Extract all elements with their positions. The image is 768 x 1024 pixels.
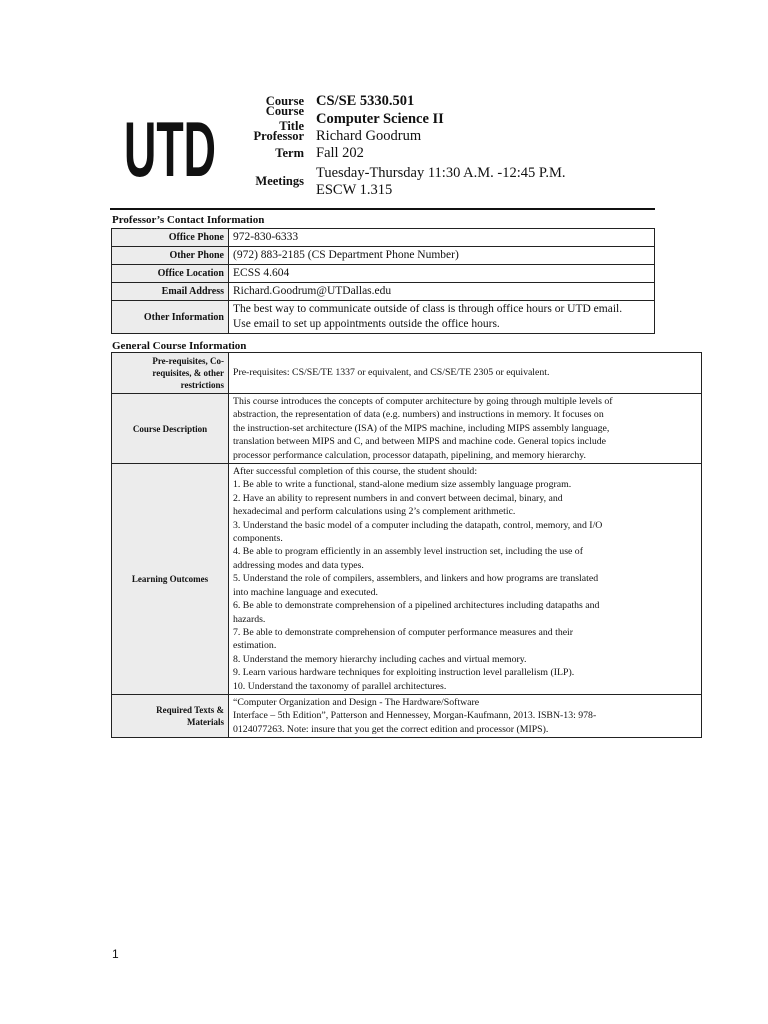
cell-line: into machine language and executed. [233,586,378,598]
cell-line: 0124077263. Note: insure that you get the correct edition and processor (MIPS). [233,723,549,735]
course-header [240,92,660,199]
cell-line: (972) 883-2185 (CS Department Phone Number) [233,249,459,261]
cell-line: 8. Understand the memory hierarchy including caches and virtual memory. [233,653,527,665]
course-label: Course [265,93,304,108]
cell-line: Richard.Goodrum@UTDallas.edu [233,285,392,297]
cell-line: Interface – 5th Edition”, Patterson and Hennessey, Morgan-Kaufmann, 2013. ISBN-13: 978- [233,710,597,722]
info-row-value [229,394,702,464]
cell-line: This course introduces the concepts of computer architecture by going through multiple levels of [233,396,613,407]
course-title-label: Course Title [265,104,304,133]
cell-line: 9. Learn various hardware techniques for exploiting instruction level parallelism (ILP). [233,667,575,679]
cell-line: Pre-requisites: CS/SE/TE 1337 or equivalent, and CS/SE/TE 2305 or equivalent. [233,367,550,379]
term-label: Term [275,146,304,160]
info-row-label [112,394,229,464]
contact-row-label: Office Location [112,265,229,283]
term-value: Fall 202 [316,145,364,161]
contact-row-label: Other Phone [112,247,229,265]
contact-row-value [229,283,655,301]
logo-text: UTD [124,105,216,192]
cell-line: 1. Be able to write a functional, stand-alone medium size assembly language program. [233,479,572,491]
cell-line: 972-830-6333 [233,231,299,243]
cell-line: ECSS 4.604 [233,267,290,279]
contact-row [112,229,655,247]
info-row-value [229,694,702,737]
cell-line: 4. Be able to program efficiently in an assembly level instruction set, including the use of [233,546,583,558]
cell-line: Pre-requisites, Co- [152,356,224,366]
professor-label: Professor [253,129,304,143]
info-row-label [112,464,229,695]
cell-line: 2. Have an ability to represent numbers in and convert between decimal, binary, and [233,492,563,504]
contact-row-label: Email Address [112,283,229,301]
utd-logo [121,92,219,192]
info-row-value [229,464,702,695]
cell-line: hazards. [233,613,266,625]
prerequisites-row [112,353,702,394]
cell-line: abstraction, the representation of data (e.g. numbers) and instructions in memory. It focuses on [233,409,604,421]
contact-row [112,301,655,334]
meetings-label: Meetings [255,174,304,188]
cell-line: hexadecimal and perform calculations using 2’s complement arithmetic. [233,506,516,518]
cell-line: 10. Understand the taxonomy of parallel architectures. [233,680,447,692]
contact-row [112,265,655,283]
contact-row-value [229,301,655,334]
cell-line: After successful completion of this course, the student should: [233,466,478,478]
header-divider [110,208,655,210]
contact-row [112,283,655,301]
cell-line: The best way to communicate outside of class is through office hours or UTD email. [233,303,623,315]
contact-row-label: Other Information [112,301,229,334]
course-value: CS/SE 5330.501 [316,92,415,109]
general-info-table [111,352,702,738]
cell-line: Course Description [132,423,208,434]
cell-line: requisites, & other [152,368,224,378]
course-title-value: Computer Science II [316,110,444,127]
cell-line: translation between MIPS and C, and between MIPS and machine code. General topics include [233,436,606,448]
cell-line: “Computer Organization and Design - The Hardware/Software [233,696,480,708]
cell-line: the instruction-set architecture (ISA) of the MIPS machine, including MIPS assembly language, [233,422,610,434]
contact-section-title: Professor’s Contact Information [112,214,265,226]
cell-line: estimation. [233,640,277,652]
cell-line: Required Texts & [156,705,224,716]
info-row-value [229,353,702,394]
general-section-title: General Course Information [112,340,247,352]
cell-line: 5. Understand the role of compilers, assemblers, and linkers and how programs are translated [233,573,599,585]
cell-line: addressing modes and data types. [233,559,364,571]
contact-row-value [229,247,655,265]
cell-line: 3. Understand the basic model of a computer including the datapath, control, memory, and I/O [233,519,603,531]
cell-line: components. [233,533,283,545]
cell-line: Use email to set up appointments outside the office hours. [233,318,500,330]
cell-line: processor performance calculation, processor datapath, pipelining, and memory hierarchy. [233,449,587,461]
page-number: 1 [112,947,119,961]
cell-line: 7. Be able to demonstrate comprehension of computer performance measures and their [233,626,574,638]
professor-value: Richard Goodrum [316,128,422,144]
learning-outcomes-row [112,464,702,695]
cell-line: 6. Be able to demonstrate comprehension of a pipelined architectures including datapaths and [233,600,600,612]
required-texts-row [112,694,702,737]
cell-line: Learning Outcomes [131,573,209,584]
contact-table [111,228,655,334]
meetings-time: Tuesday-Thursday 11:30 A.M. -12:45 P.M. [316,165,566,181]
info-row-label [112,353,229,394]
contact-row-value [229,229,655,247]
info-row-label [112,694,229,737]
course-description-row [112,394,702,464]
contact-row-label: Office Phone [112,229,229,247]
cell-line: Materials [187,717,224,728]
contact-row [112,247,655,265]
contact-row-value [229,265,655,283]
meetings-room: ESCW 1.315 [316,182,393,198]
cell-line: restrictions [180,380,224,390]
